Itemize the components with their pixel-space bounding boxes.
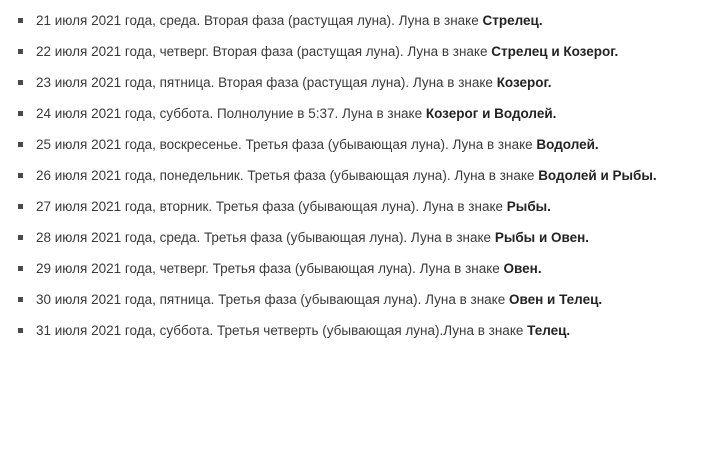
list-item: [18, 165, 694, 187]
list-item: [18, 320, 694, 342]
lunar-entry-sign: Водолей и Рыбы.: [538, 168, 657, 183]
lunar-entry-description: 27 июля 2021 года, вторник. Третья фаза (убывающая луна). Луна в знаке: [36, 199, 507, 214]
lunar-entry-sign: Овен.: [503, 261, 542, 276]
lunar-entry-description: 25 июля 2021 года, воскресенье. Третья фаза (убывающая луна). Луна в знаке: [36, 137, 537, 152]
lunar-entry-description: 24 июля 2021 года, суббота. Полнолуние в 5:37. Луна в знаке: [36, 106, 426, 121]
lunar-entry-description: 28 июля 2021 года, среда. Третья фаза (убывающая луна). Луна в знаке: [36, 230, 495, 245]
lunar-entry-sign: Стрелец.: [482, 13, 543, 28]
list-item: [18, 196, 694, 218]
lunar-entry-description: 23 июля 2021 года, пятница. Вторая фаза (растущая луна). Луна в знаке: [36, 75, 497, 90]
lunar-entry-sign: Телец.: [527, 323, 571, 338]
list-item: [18, 72, 694, 94]
list-item: [18, 227, 694, 249]
list-item: [18, 134, 694, 156]
lunar-entry-text: [36, 261, 542, 276]
lunar-entry-description: 22 июля 2021 года, четверг. Вторая фаза (растущая луна). Луна в знаке: [36, 44, 492, 59]
lunar-entry-text: [36, 44, 618, 59]
lunar-entry-description: 21 июля 2021 года, среда. Вторая фаза (растущая луна). Луна в знаке: [36, 13, 483, 28]
lunar-entry-sign: Овен и Телец.: [509, 292, 603, 307]
lunar-entry-text: [36, 323, 570, 338]
lunar-entry-sign: Водолей.: [536, 137, 599, 152]
lunar-entry-description: 30 июля 2021 года, пятница. Третья фаза (убывающая луна). Луна в знаке: [36, 292, 509, 307]
lunar-entry-sign: Рыбы и Овен.: [494, 230, 590, 245]
list-item: [18, 103, 694, 125]
lunar-entry-text: [36, 168, 657, 183]
lunar-entry-sign: Рыбы.: [506, 199, 551, 214]
lunar-entry-text: [36, 75, 552, 90]
lunar-entry-text: [36, 137, 599, 152]
lunar-entry-sign: Козерог.: [496, 75, 552, 90]
lunar-entry-text: [36, 106, 556, 121]
lunar-entry-text: [36, 199, 551, 214]
lunar-entry-description: 26 июля 2021 года, понедельник. Третья фаза (убывающая луна). Луна в знаке: [36, 168, 539, 183]
list-item: [18, 10, 694, 32]
list-item: [18, 258, 694, 280]
lunar-entry-sign: Стрелец и Козерог.: [491, 44, 619, 59]
lunar-entry-description: 29 июля 2021 года, четверг. Третья фаза (убывающая луна). Луна в знаке: [36, 261, 504, 276]
list-item: [18, 41, 694, 63]
list-item: [18, 289, 694, 311]
lunar-entry-sign: Козерог и Водолей.: [425, 106, 557, 121]
lunar-entry-text: [36, 292, 602, 307]
lunar-entry-text: [36, 230, 589, 245]
lunar-entry-description: 31 июля 2021 года, суббота. Третья четверть (убывающая луна).Луна в знаке: [36, 323, 528, 338]
lunar-entry-text: [36, 13, 543, 28]
